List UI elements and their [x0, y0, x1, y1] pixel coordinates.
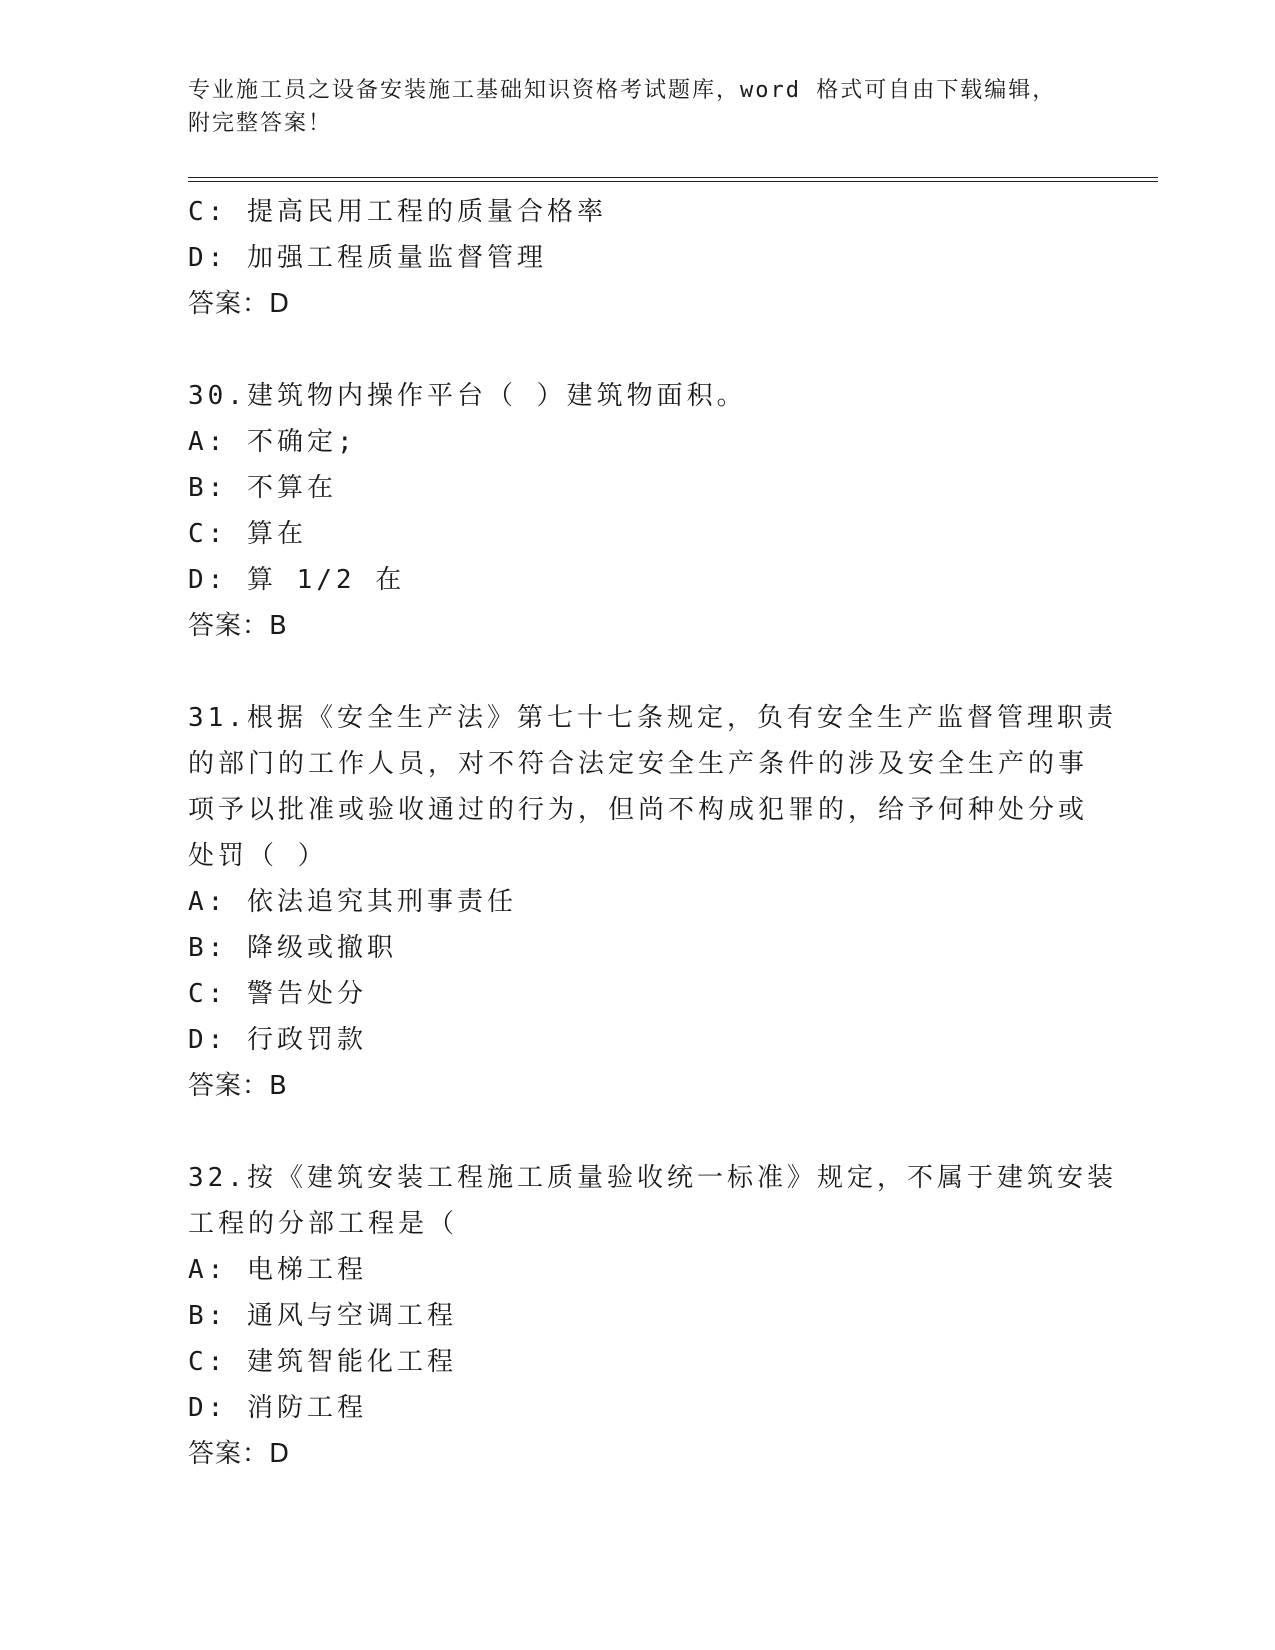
- option-a: A: 电梯工程: [188, 1255, 367, 1285]
- question-stem-line-2: 的部门的工作人员，对不符合法定安全生产条件的涉及安全生产的事: [188, 749, 1089, 779]
- question-stem-line-1: 31.根据《安全生产法》第七十七条规定，负有安全生产监督管理职责: [188, 703, 1117, 733]
- option-a: A: 依法追究其刑事责任: [188, 887, 517, 917]
- answer-text: 答案：D: [188, 1439, 291, 1469]
- option-d: D: 消防工程: [188, 1393, 367, 1423]
- answer-text: 答案：B: [188, 611, 288, 641]
- question-stem: 30.建筑物内操作平台（ ）建筑物面积。: [188, 381, 747, 411]
- option-b: B: 通风与空调工程: [188, 1301, 457, 1331]
- option-c: C: 建筑智能化工程: [188, 1347, 457, 1377]
- answer-text: 答案：B: [188, 1071, 288, 1101]
- document-header: [188, 74, 1088, 140]
- option-d: D: 算 1/2 在: [188, 565, 406, 595]
- question-list: [188, 189, 1158, 1477]
- question-stem-line-2: 工程的分部工程是（: [188, 1209, 459, 1239]
- option-b: B: 降级或撤职: [188, 933, 397, 963]
- header-divider: [188, 177, 1158, 182]
- header-line-1: 专业施工员之设备安装施工基础知识资格考试题库，word 格式可自由下载编辑，: [188, 78, 1057, 103]
- option-d: D: 行政罚款: [188, 1025, 367, 1055]
- option-c: C: 算在: [188, 519, 307, 549]
- option-d: D: 加强工程质量监督管理: [188, 243, 547, 273]
- question-30: [188, 373, 1158, 649]
- header-line-2: 附完整答案！: [188, 111, 333, 136]
- option-b: B: 不算在: [188, 473, 337, 503]
- spacer: [188, 649, 1158, 695]
- spacer: [188, 1109, 1158, 1155]
- question-stem-line-4: 处罚（ ）: [188, 841, 328, 871]
- option-c: C: 提高民用工程的质量合格率: [188, 197, 607, 227]
- question-stem-line-3: 项予以批准或验收通过的行为，但尚不构成犯罪的，给予何种处分或: [188, 795, 1089, 825]
- question-31: [188, 695, 1158, 1109]
- answer-text: 答案：D: [188, 289, 291, 319]
- spacer: [188, 327, 1158, 373]
- option-a: A: 不确定;: [188, 427, 357, 457]
- question-29: [188, 189, 1158, 327]
- option-c: C: 警告处分: [188, 979, 367, 1009]
- question-32: [188, 1155, 1158, 1477]
- question-stem-line-1: 32.按《建筑安装工程施工质量验收统一标准》规定，不属于建筑安装: [188, 1163, 1117, 1193]
